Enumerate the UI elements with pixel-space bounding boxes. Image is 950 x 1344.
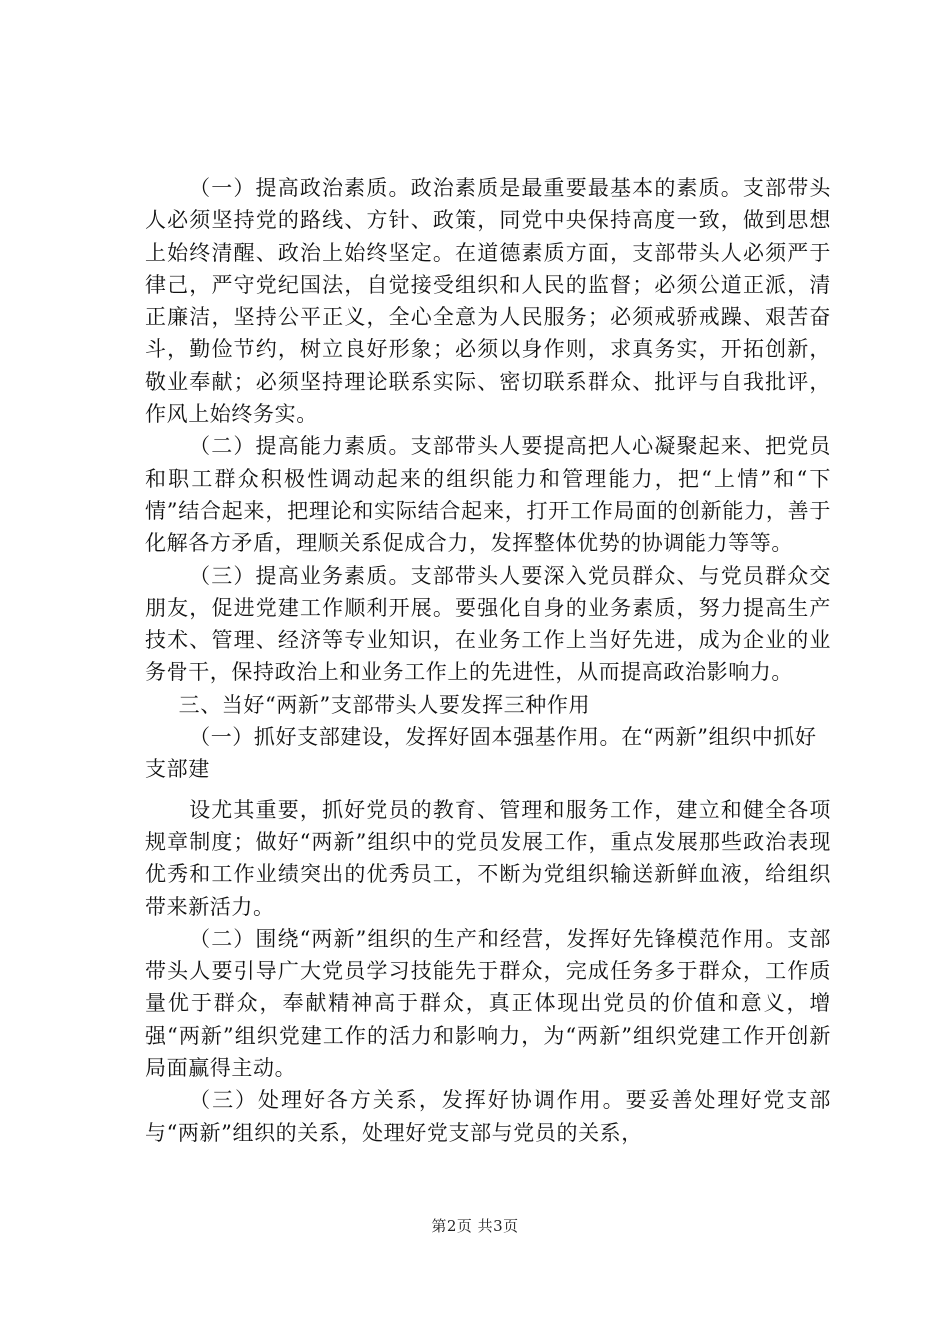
paragraph-political-quality: （一）提高政治素质。政治素质是最重要最基本的素质。支部带头人必须坚持党的路线、方针、政策，同党中央保持高度一致，做到思想上始终清醒、政治上始终坚定。在道德素质方面，支部带头人必须严于律己，严守党纪国法，自觉接受组织和人民的监督；必须公道正派，清正廉洁，坚持公平正义，全心全意为人民服务；必须戒骄戒躁、艰苦奋斗，勤俭节约，树立良好形象；必须以身作则，求真务实，开拓创新，敬业奉献；必须坚持理论联系实际、密切联系群众、批评与自我批评，作风上始终务实。: [145, 176, 831, 427]
document-body: [145, 172, 831, 1149]
paragraph-business-quality: （三）提高业务素质。支部带头人要深入党员群众、与党员群众交朋友，促进党建工作顺利开展。要强化自身的业务素质，努力提高生产技术、管理、经济等专业知识，在业务工作上当好先进，成为企业的业务骨干，保持政治上和业务工作上的先进性，从而提高政治影响力。: [145, 563, 831, 685]
paragraph-branch-building-continued: 设尤其重要，抓好党员的教育、管理和服务工作，建立和健全各项规章制度；做好“两新”组织中的党员发展工作，重点发展那些政治表现优秀和工作业绩突出的优秀员工，不断为党组织输送新鲜血液，给组织带来新活力。: [145, 797, 831, 919]
paragraph-branch-building: （一）抓好支部建设，发挥好固本强基作用。在“两新”组织中抓好支部建: [145, 725, 817, 782]
paragraph-vanguard-role: （二）围绕“两新”组织的生产和经营，发挥好先锋模范作用。支部带头人要引导广大党员学习技能先于群众，完成任务多于群众，工作质量优于群众，奉献精神高于群众，真正体现出党员的价值和意义，增强“两新”组织党建工作的活力和影响力，为“两新”组织党建工作开创新局面赢得主动。: [145, 926, 831, 1081]
page-footer: 第2页 共3页: [431, 1217, 519, 1235]
paragraph-ability-quality: （二）提高能力素质。支部带头人要提高把人心凝聚起来、把党员和职工群众积极性调动起来的组织能力和管理能力，把“上情”和“下情”结合起来，把理论和实际结合起来，打开工作局面的创新能力，善于化解各方矛盾，理顺关系促成合力，发挥整体优势的协调能力等等。: [145, 434, 831, 556]
section-heading-three-roles: 三、当好“两新”支部带头人要发挥三种作用: [178, 692, 591, 717]
paragraph-coordination-role: （三）处理好各方关系，发挥好协调作用。要妥善处理好党支部与“两新”组织的关系，处理好党支部与党员的关系，: [145, 1088, 831, 1145]
